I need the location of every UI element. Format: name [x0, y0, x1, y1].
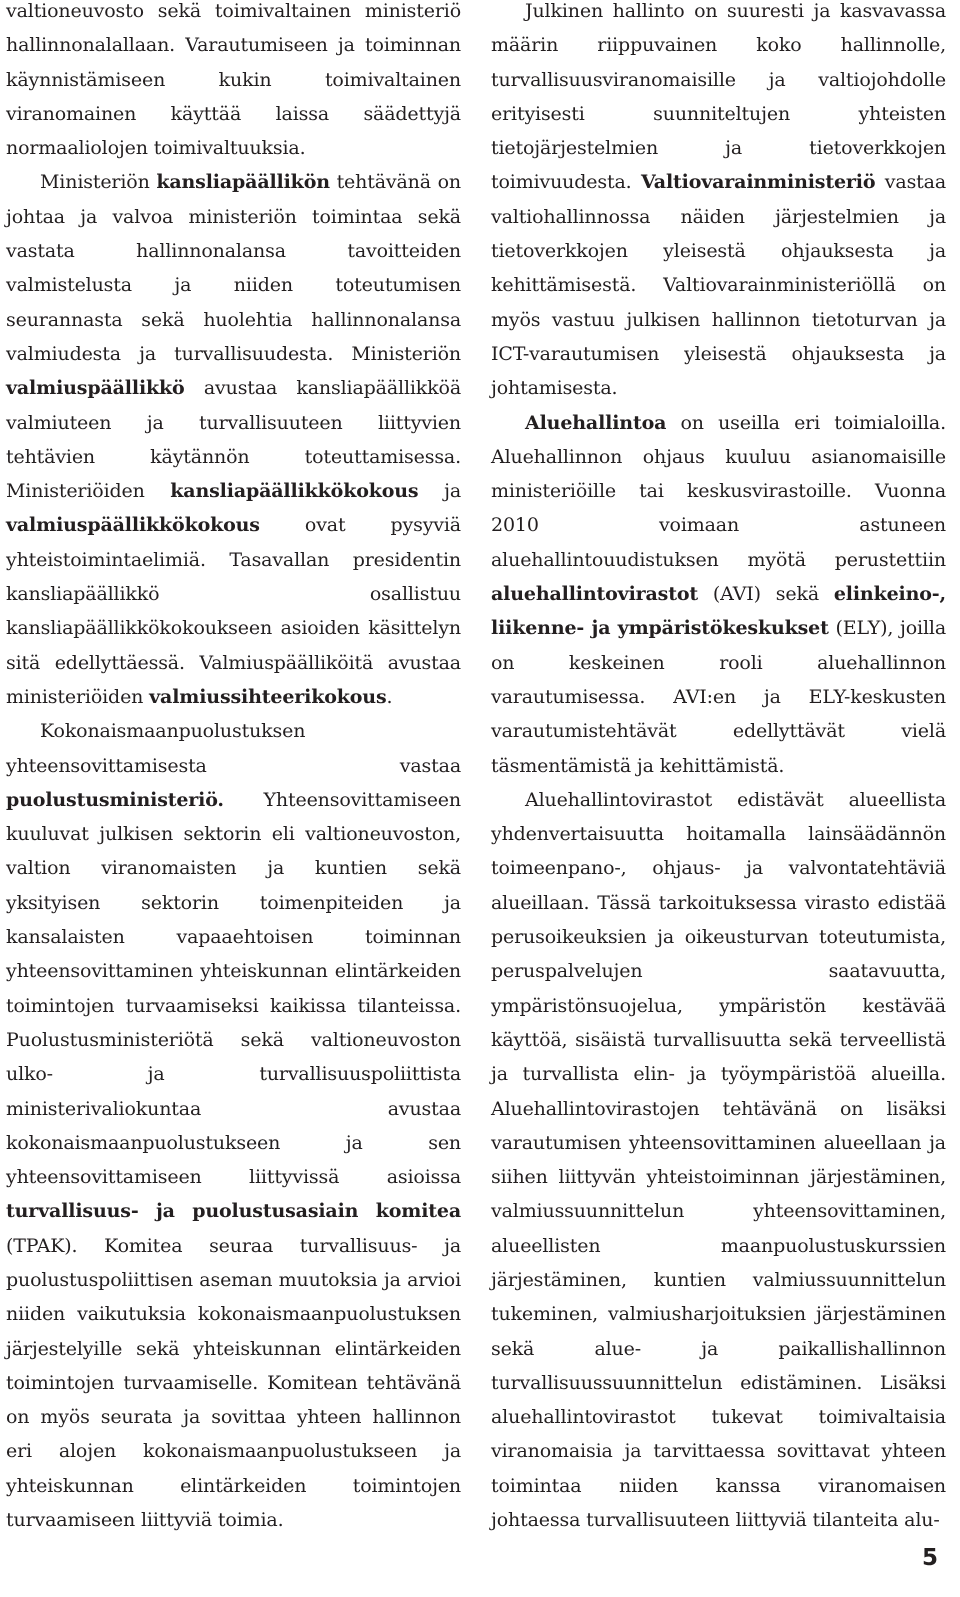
- bold-term: elinkeino-, liikenne- ja ympäristökeskukset: [491, 583, 946, 640]
- bold-term: Valtiovarainministeriö: [640, 171, 876, 194]
- left-column: [6, 0, 461, 1537]
- bold-term: Aluehallintoa: [525, 411, 667, 434]
- paragraph: Aluehallintovirastot edistävät alueellista yhdenvertaisuutta hoitamalla lainsäädännön toimeenpano-, ohjaus- ja valvontatehtäviä alueillaan. Tässä tarkoituksessa virasto edistää perusoikeuksien ja oikeusturvan toteutumista, peruspalvelujen saatavuutta, ympäristönsuojelua, ympäristön kestävää käyttöä, sisäistä turvallisuutta sekä terveellistä ja turvallista elin- ja työympäristöä alueilla. Aluehallintovirastojen tehtävänä on lisäksi varautumisen yhteensovittaminen alueellaan ja siihen liittyvän yhteistoiminnan järjestäminen, valmiussuunnittelun yhteensovittaminen, alueellisten maanpuolustuskurssien järjestäminen, kuntien valmiussuunnittelun tukeminen, valmiusharjoituksien järjestäminen sekä alue- ja paikallishallinnon turvallisuussuunnittelun edistäminen. Lisäksi aluehallintovirastot tukevat toimivaltaisia viranomaisia ja tarvittaessa sovittavat yhteen toimintaa niiden kanssa viranomaisen johtaessa turvallisuuteen liittyviä tilanteita alu-: [491, 788, 946, 1532]
- paragraph: valtioneuvosto sekä toimivaltainen ministeriö hallinnonalallaan. Varautumiseen ja toiminnan käynnistämiseen kukin toimivaltainen viranomainen käyttää laissa säädettyjä normaaliolojen toimivaltuuksia.: [6, 0, 461, 160]
- bold-term: kansliapäällikkökokous: [170, 480, 419, 503]
- paragraph: Aluehallintoa on useilla eri toimialoilla. Aluehallinnon ohjaus kuuluu asianomaisille ministeriöille tai keskusvirastoille. Vuonna 2010 voimaan astuneen aluehallintouudistuksen myötä perustettiin aluehallintovirastot (AVI) sekä elinkeino-, liikenne- ja ympäristökeskukset (ELY), joilla on keskeinen rooli aluehallinnon varautumisessa. AVI:en ja ELY-keskusten varautumistehtävät edellyttävät vielä täsmentämistä ja kehittämistä.: [491, 411, 946, 777]
- right-column: [491, 0, 946, 1537]
- paragraph: Julkinen hallinto on suuresti ja kasvavassa määrin riippuvainen koko hallinnolle, turvallisuusviranomaisille ja valtiojohdolle erityisesti suunniteltujen yhteisten tietojärjestelmien ja tietoverkkojen toimivuudesta. Valtiovarainministeriö vastaa valtiohallinnossa näiden järjestelmien ja tietoverkkojen yleisestä ohjauksesta ja kehittämisestä. Valtiovarainministeriöllä on myös vastuu julkisen hallinnon tietoturvan ja ICT-varautumisen yleisestä ohjauksesta ja johtamisesta.: [491, 0, 947, 400]
- bold-term: valmiussihteerikokous: [149, 685, 387, 708]
- bold-term: turvallisuus- ja puolustusasiain komitea: [6, 1200, 461, 1223]
- bold-term: puolustusministeriö.: [6, 788, 224, 811]
- bold-term: aluehallintovirastot: [491, 583, 698, 606]
- bold-term: valmiuspäällikkökokous: [6, 514, 260, 537]
- bold-term: kansliapäällikön: [156, 171, 330, 194]
- paragraph: Kokonaismaanpuolustuksen yhteensovittamisesta vastaa puolustusministeriö. Yhteensovittamiseen kuuluvat julkisen sektorin eli valtioneuvoston, valtion viranomaisten ja kuntien sekä yksityisen sektorin toimenpiteiden ja kansalaisten vapaaehtoisen toiminnan yhteensovittaminen yhteiskunnan elintärkeiden toimintojen turvaamiseksi kaikissa tilanteissa. Puolustusministeriötä sekä valtioneuvoston ulko- ja turvallisuuspoliittista ministerivaliokuntaa avustaa kokonaismaanpuolustukseen ja sen yhteensovittamiseen liittyvissä asioissa turvallisuus- ja puolustusasiain komitea (TPAK). Komitea seuraa turvallisuus- ja puolustuspoliittisen aseman muutoksia ja arvioi niiden vaikutuksia kokonaismaanpuolustuksen järjestelyille sekä yhteiskunnan elintärkeiden toimintojen turvaamiselle. Komitean tehtävänä on myös seurata ja sovittaa yhteen hallinnon eri alojen kokonaismaanpuolustukseen ja yhteiskunnan elintärkeiden toimintojen turvaamiseen liittyviä toimia.: [6, 720, 461, 1532]
- paragraph: Ministeriön kansliapäällikön tehtävänä on johtaa ja valvoa ministeriön toimintaa sekä vastata hallinnonalansa tavoitteiden valmistelusta ja niiden toteutumisen seurannasta sekä huolehtia hallinnonalansa valmiudesta ja turvallisuudesta. Ministeriön valmiuspäällikkö avustaa kansliapäällikköä valmiuteen ja turvallisuuteen liittyvien tehtävien käytännön toteuttamisessa. Ministeriöiden kansliapäällikkökokous ja valmiuspäällikkökokous ovat pysyviä yhteistoimintaelimiä. Tasavallan presidentin kansliapäällikkö osallistuu kansliapäällikkökokoukseen asioiden käsittelyn sitä edellyttäessä. Valmiuspäälliköitä avustaa ministeriöiden valmiussihteerikokous.: [6, 171, 461, 708]
- bold-term: valmiuspäällikkö: [6, 377, 185, 400]
- page-number: 5: [922, 1545, 939, 1571]
